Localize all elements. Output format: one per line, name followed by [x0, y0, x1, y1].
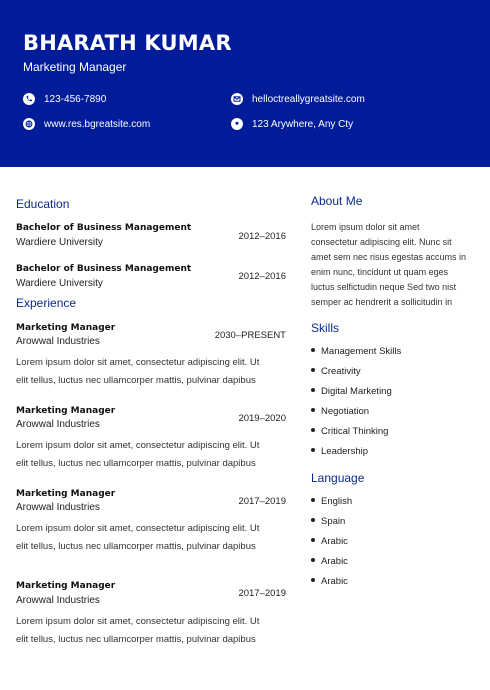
education-degree: Bachelor of Business Management	[16, 223, 192, 233]
contact-phone	[23, 93, 106, 105]
skill-item: Leadership	[311, 446, 368, 457]
experience-years: 2017–2019	[238, 588, 286, 599]
experience-description-line: Lorem ipsum dolor sit amet, consectetur adipiscing elit. Ut	[16, 440, 260, 451]
location-icon	[231, 118, 243, 130]
experience-years: 2019–2020	[238, 413, 286, 424]
skill-item: Critical Thinking	[311, 426, 388, 437]
experience-description-line: Lorem ipsum dolor sit amet, consectetur adipiscing elit. Ut	[16, 523, 260, 534]
experience-description-line: Lorem ipsum dolor sit amet, consectetur adipiscing elit. Ut	[16, 357, 260, 368]
phone-icon	[23, 93, 35, 105]
globe-icon	[23, 118, 35, 130]
skill-item: Negotiation	[311, 406, 369, 417]
resume-header	[0, 0, 490, 167]
about-line: consectetur adipiscing elit. Nunc sit	[311, 237, 452, 247]
education-degree: Bachelor of Business Management	[16, 264, 192, 274]
language-item: English	[311, 496, 352, 507]
phone-text: 123-456-7890	[44, 93, 107, 105]
email-icon	[231, 93, 243, 105]
contact-email	[231, 93, 365, 105]
education-years: 2012–2016	[238, 231, 286, 242]
experience-role: Marketing Manager	[16, 406, 116, 416]
experience-years: 2017–2019	[238, 496, 286, 507]
skill-item: Digital Marketing	[311, 386, 392, 397]
education-school: Wardiere University	[16, 237, 103, 248]
experience-role: Marketing Manager	[16, 489, 116, 499]
education-years: 2012–2016	[238, 271, 286, 282]
contact-address	[231, 118, 353, 130]
experience-company: Arowwal Industries	[16, 595, 100, 606]
experience-description-line: elit tellus, luctus nec ullamcorper mattis, pulvinar dapibus	[16, 541, 256, 552]
candidate-title: Marketing Manager	[23, 60, 127, 74]
skills-heading: Skills	[311, 321, 340, 335]
experience-description-line: Lorem ipsum dolor sit amet, consectetur adipiscing elit. Ut	[16, 616, 260, 627]
language-item: Spain	[311, 516, 345, 527]
experience-role: Marketing Manager	[16, 323, 116, 333]
contact-website	[23, 118, 150, 130]
skill-item: Management Skills	[311, 346, 401, 357]
about-text	[311, 220, 478, 310]
experience-description-line: elit tellus, luctus nec ullamcorper mattis, pulvinar dapibus	[16, 375, 256, 386]
experience-years: 2030–PRESENT	[214, 330, 286, 341]
education-heading: Education	[16, 197, 70, 211]
email-text: helloctreallygreatsite.com	[252, 93, 365, 105]
about-heading: About Me	[311, 194, 363, 208]
about-line: semper ac hendrerit a sollicitudin in	[311, 297, 453, 307]
about-line: amet sem nec risus egestas accums in	[311, 252, 467, 262]
experience-description-line: elit tellus, luctus nec ullamcorper mattis, pulvinar dapibus	[16, 634, 256, 645]
experience-role: Marketing Manager	[16, 581, 116, 591]
address-text: 123 Arywhere, Any Cty	[252, 118, 354, 130]
about-line: Lorem ipsum dolor sit amet	[311, 222, 420, 232]
education-school: Wardiere University	[16, 278, 103, 289]
experience-company: Arowwal Industries	[16, 502, 100, 513]
experience-description-line: elit tellus, luctus nec ullamcorper mattis, pulvinar dapibus	[16, 458, 256, 469]
about-line: luctus selfictudin neque Sed two nist	[311, 282, 457, 292]
language-heading: Language	[311, 471, 365, 485]
about-line: enim nunc, tincidunt ut quam eges	[311, 267, 449, 277]
language-item: Arabic	[311, 536, 348, 547]
candidate-name: BHARATH KUMAR	[23, 31, 232, 55]
experience-company: Arowwal Industries	[16, 336, 100, 347]
experience-heading: Experience	[16, 296, 77, 310]
website-text: www.res.bgreatsite.com	[44, 118, 151, 130]
language-item: Arabic	[311, 576, 348, 587]
language-item: Arabic	[311, 556, 348, 567]
experience-company: Arowwal Industries	[16, 419, 100, 430]
skill-item: Creativity	[311, 366, 361, 377]
